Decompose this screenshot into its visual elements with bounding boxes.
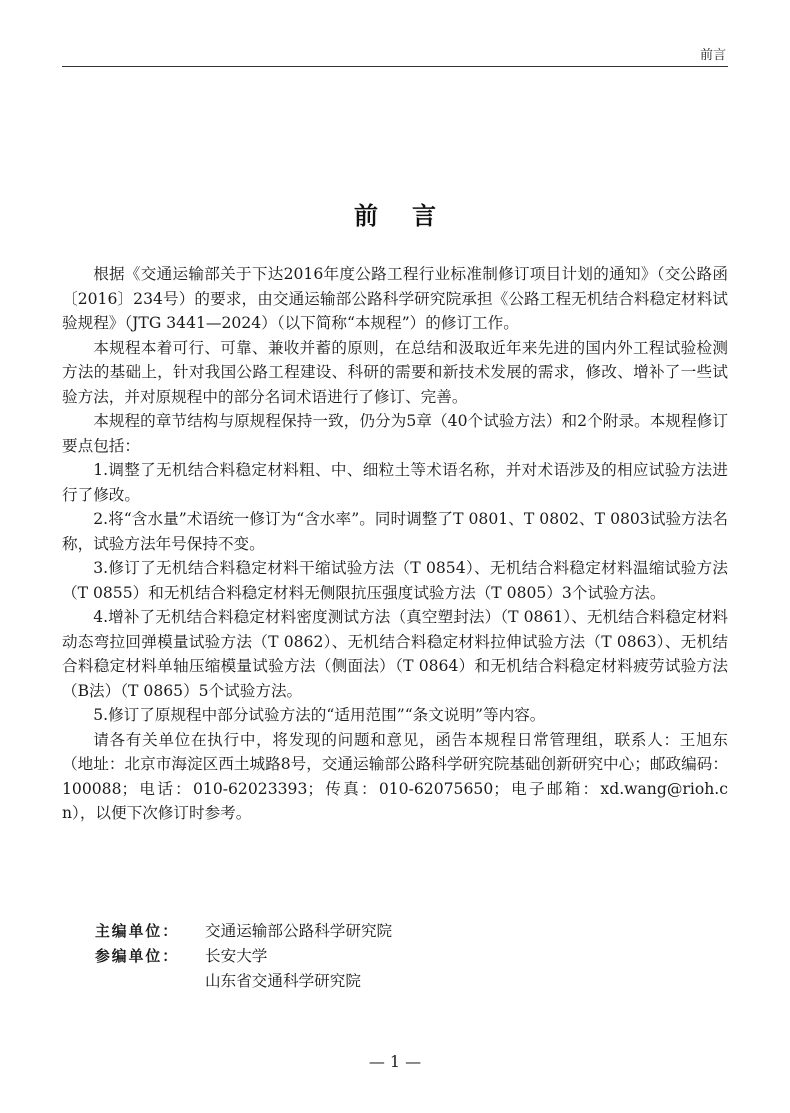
participating-unit-2: 山东省交通科学研究院	[205, 972, 361, 990]
revision-point-3: 3.修订了无机结合料稳定材料干缩试验方法（T 0854）、无机结合料稳定材料温缩试验方法（T 0855）和无机结合料稳定材料无侧限抗压强度试验方法（T 0805）3个试验方法。	[62, 559, 728, 602]
chief-unit-label: 主编单位：	[95, 923, 179, 940]
running-head: 前言	[699, 48, 726, 63]
paragraph-contact: 请各有关单位在执行中，将发现的问题和意见，函告本规程日常管理组，联系人：王旭东（地址：北京市海淀区西土城路8号，交通运输部公路科学研究院基础创新研究中心；邮政编码：100088；电话：010-62023393；传真：010-62075650；电子邮箱：xd.wang@rioh.cn），以便下次修订时参考。	[62, 730, 728, 822]
revision-point-5: 5.修订了原规程中部分试验方法的“适用范围”“条文说明”等内容。	[93, 706, 546, 724]
paragraph-background: 根据《交通运输部关于下达2016年度公路工程行业标准制修订项目计划的通知》（交公路函〔2016〕234号）的要求，由交通运输部公路科学研究院承担《公路工程无机结合料稳定材料试验规程》（JTG 3441—2024）（以下简称“本规程”）的修订工作。	[62, 265, 728, 332]
participating-unit-label: 参编单位：	[95, 948, 179, 965]
page-number: — 1 —	[368, 1052, 422, 1071]
participating-unit-row-2	[95, 969, 392, 994]
chief-unit-row	[95, 919, 392, 944]
participating-unit-1: 长安大学	[205, 947, 268, 965]
participating-unit-row	[95, 944, 392, 969]
revision-point-1: 1.调整了无机结合料稳定材料粗、中、细粒土等术语名称，并对术语涉及的相应试验方法进行了修改。	[62, 461, 728, 504]
editing-units	[95, 919, 392, 994]
paragraph-structure: 本规程的章节结构与原规程保持一致，仍分为5章（40个试验方法）和2个附录。本规程修订要点包括：	[62, 412, 728, 455]
revision-point-2: 2.将“含水量”术语统一修订为“含水率”。同时调整了T 0801、T 0802、T 0803试验方法名称，试验方法年号保持不变。	[62, 510, 728, 553]
body-text	[62, 262, 728, 826]
chief-unit-value: 交通运输部公路科学研究院	[205, 922, 393, 940]
page-title: 前言	[354, 202, 470, 231]
header-rule	[62, 66, 728, 67]
paragraph-principles: 本规程本着可行、可靠、兼收并蓄的原则，在总结和汲取近年来先进的国内外工程试验检测方法的基础上，针对我国公路工程建设、科研的需要和新技术发展的需求，修改、增补了一些试验方法，并对原规程中的部分名词术语进行了修订、完善。	[62, 338, 728, 406]
revision-point-4: 4.增补了无机结合料稳定材料密度测试方法（真空塑封法）（T 0861）、无机结合料稳定材料动态弯拉回弹模量试验方法（T 0862）、无机结合料稳定材料拉伸试验方法（T 0863）、无机结合料稳定材料单轴压缩模量试验方法（侧面法）（T 0864）和无机结合料稳定材料疲劳试验方法（B法）（T 0865）5个试验方法。	[62, 608, 728, 700]
